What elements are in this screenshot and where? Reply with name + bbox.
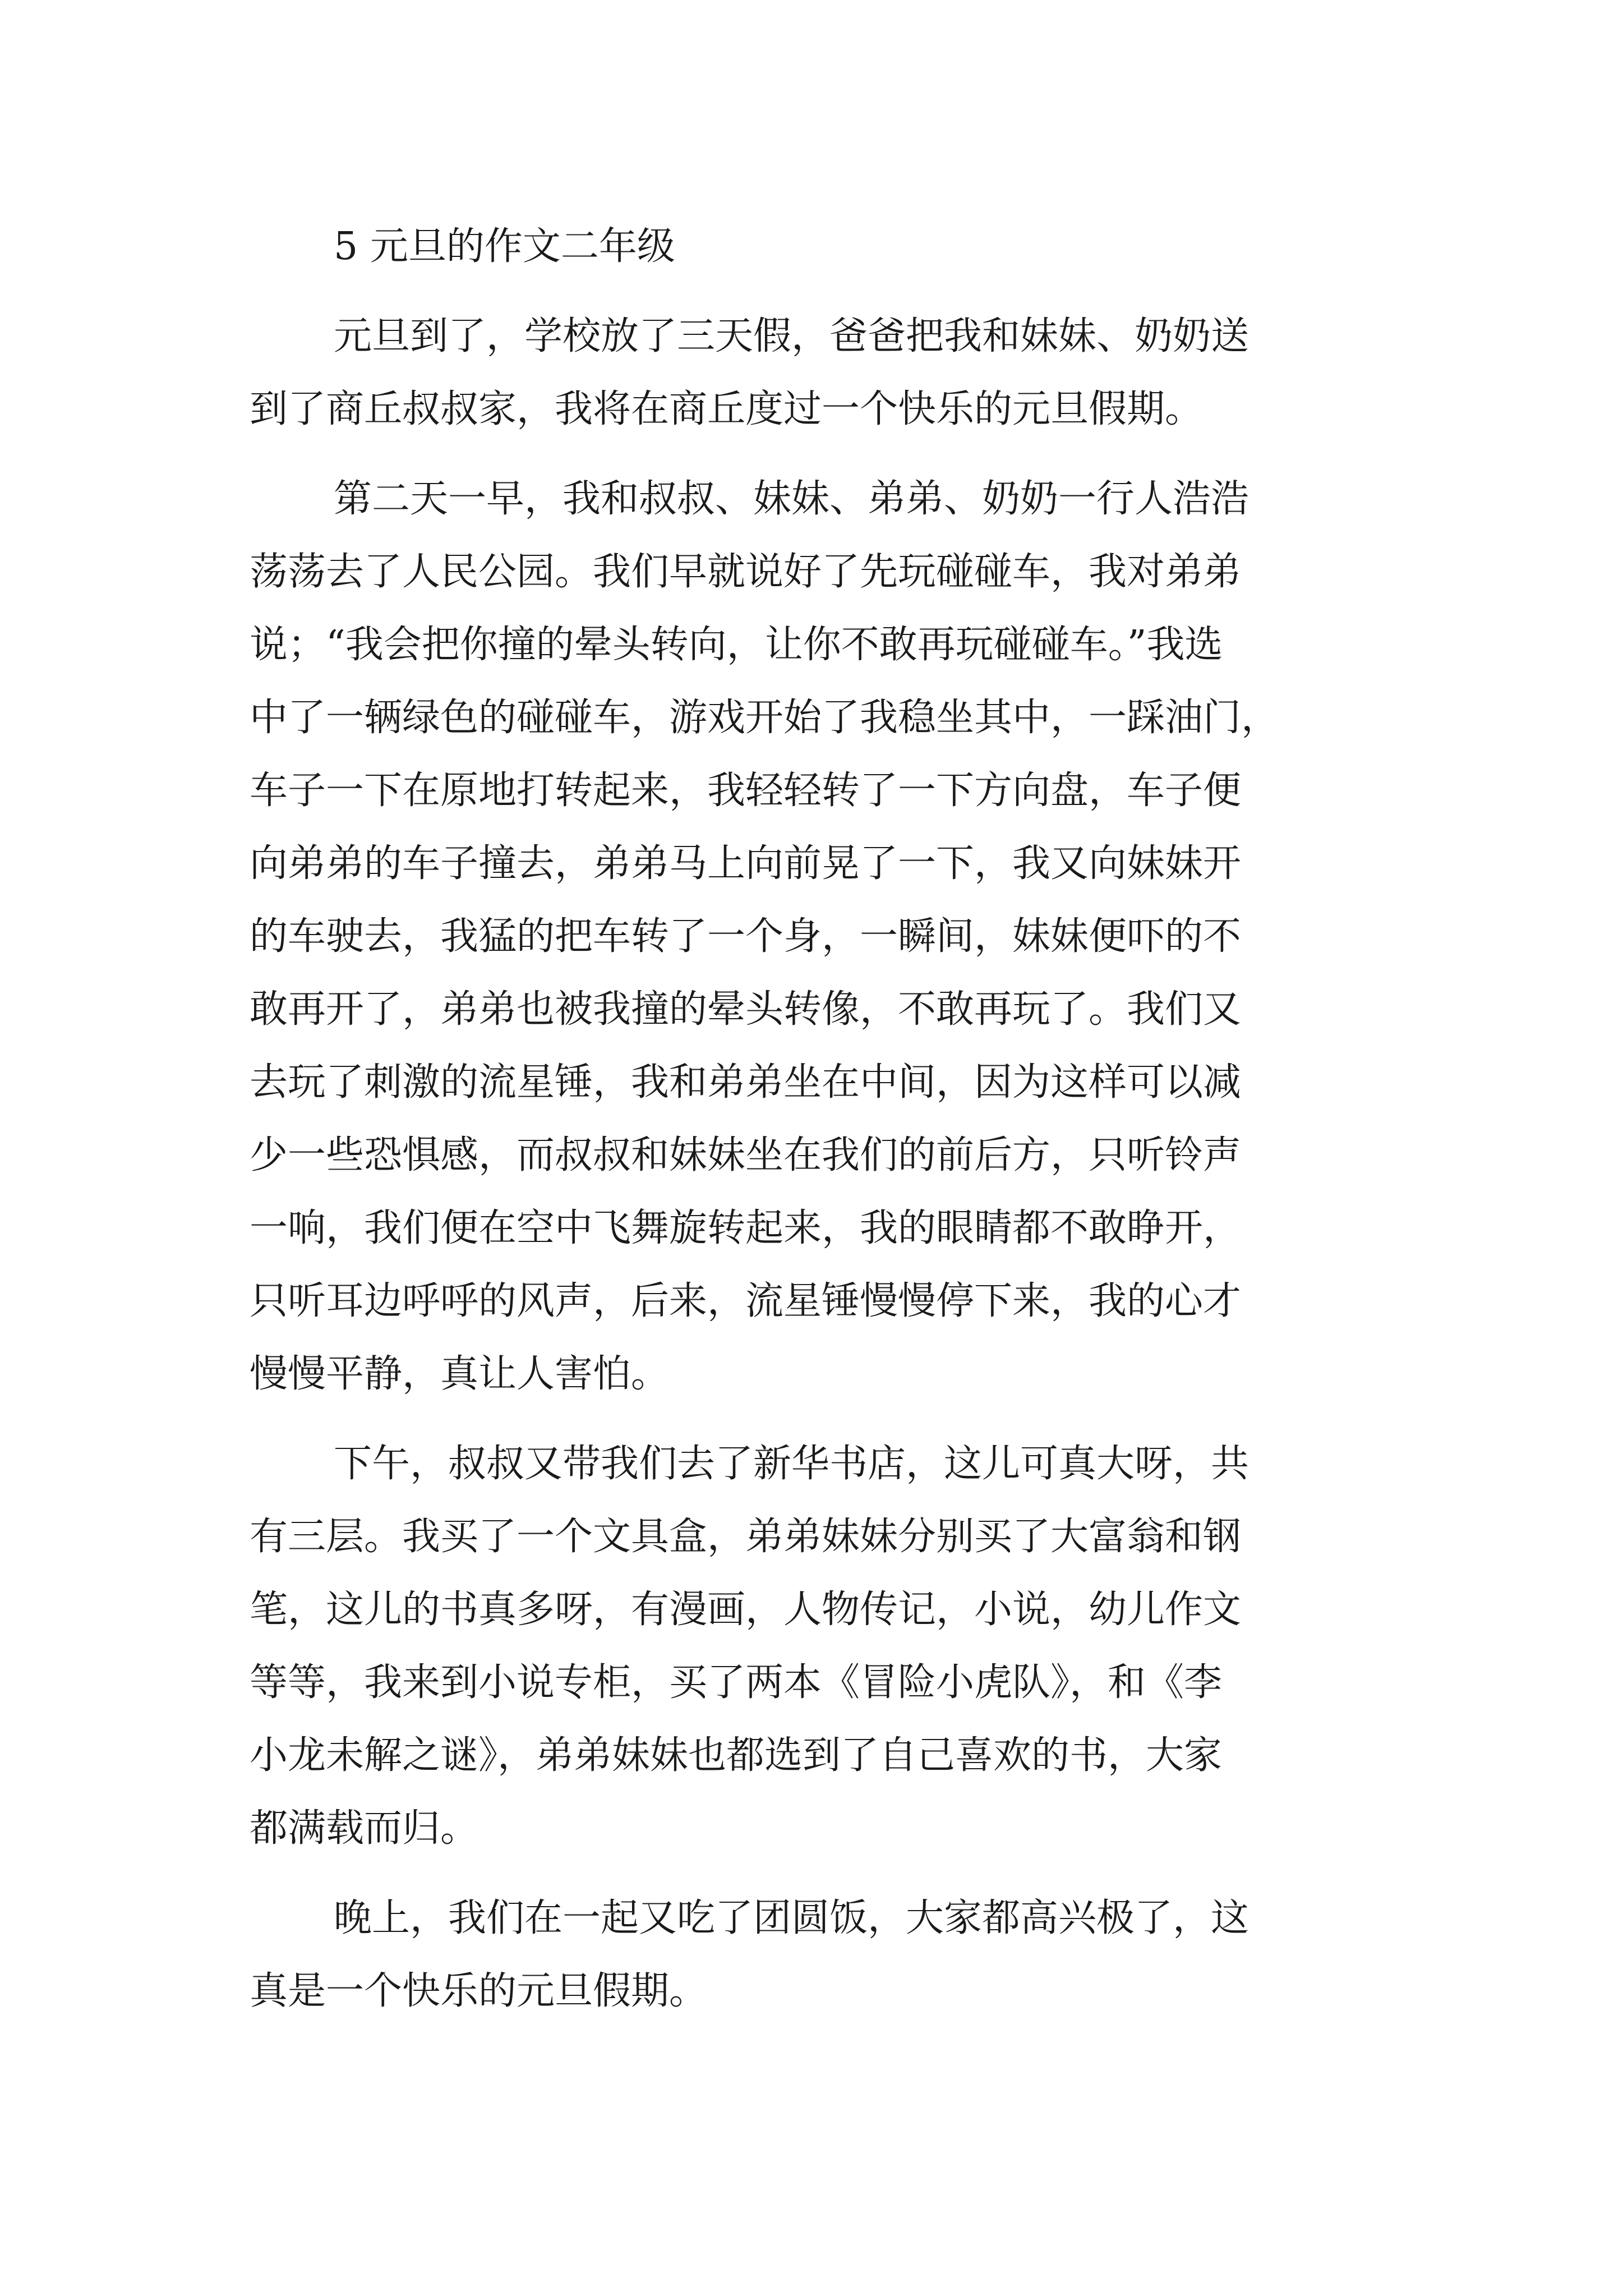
paragraph-line: 一响，我们便在空中飞舞旋转起来，我的眼睛都不敢睁开， [250,1206,1242,1250]
paragraph-line: 到了商丘叔叔家，我将在商丘度过一个快乐的元旦假期。 [250,387,1204,431]
paragraph-line: 去玩了刺激的流星锤，我和弟弟坐在中间，因为这样可以减 [250,1060,1242,1105]
paragraph-line: 只听耳边呼呼的风声，后来，流星锤慢慢停下来，我的心才 [250,1279,1242,1323]
paragraph-line: 敢再开了，弟弟也被我撞的晕头转像，不敢再玩了。我们又 [250,987,1242,1032]
paragraph-line: 向弟弟的车子撞去，弟弟马上向前晃了一下，我又向妹妹开 [250,841,1242,886]
paragraph-line: 元旦到了，学校放了三天假，爸爸把我和妹妹、奶奶送 [334,314,1249,358]
paragraph-2 [250,463,1394,1411]
paragraph-line: 笔，这儿的书真多呀，有漫画，人物传记，小说，幼儿作文 [250,1588,1242,1632]
paragraph-line: 等等，我来到小说专柜，买了两本《冒险小虎队》，和《李 [250,1660,1223,1705]
paragraph-line: 第二天一早，我和叔叔、妹妹、弟弟、奶奶一行人浩浩 [334,477,1249,521]
paragraph-3 [250,1428,1394,1865]
essay-title: 5 元旦的作文二年级 [334,224,675,269]
essay-body [250,210,1394,2028]
paragraph-line: 都满载而归。 [250,1806,479,1851]
paragraph-line: 有三层。我买了一个文具盒，弟弟妹妹分别买了大富翁和钢 [250,1515,1242,1559]
paragraph-line: 荡荡去了人民公园。我们早就说好了先玩碰碰车，我对弟弟 [250,550,1242,594]
paragraph-line: 说；“我会把你撞的晕头转向，让你不敢再玩碰碰车。”我选 [250,623,1223,667]
paragraph-4 [250,1882,1394,2028]
paragraph-line: 下午，叔叔又带我们去了新华书店，这儿可真大呀，共 [334,1442,1249,1486]
paragraph-line: 晚上，我们在一起又吃了团圆饭，大家都高兴极了，这 [334,1896,1249,1940]
paragraph-line: 的车驶去，我猛的把车转了一个身，一瞬间，妹妹便吓的不 [250,914,1242,959]
paragraph-line: 小龙未解之谜》，弟弟妹妹也都选到了自己喜欢的书，大家 [250,1733,1223,1778]
paragraph-line: 中了一辆绿色的碰碰车，游戏开始了我稳坐其中，一踩油门， [250,696,1280,740]
paragraph-line: 慢慢平静，真让人害怕。 [250,1352,670,1396]
paragraph-1 [250,300,1394,446]
paragraph-line: 真是一个快乐的元旦假期。 [250,1969,708,2013]
paragraph-line: 车子一下在原地打转起来，我轻轻转了一下方向盘，车子便 [250,769,1242,813]
paragraph-line: 少一些恐惧感，而叔叔和妹妹坐在我们的前后方，只听铃声 [250,1133,1242,1177]
